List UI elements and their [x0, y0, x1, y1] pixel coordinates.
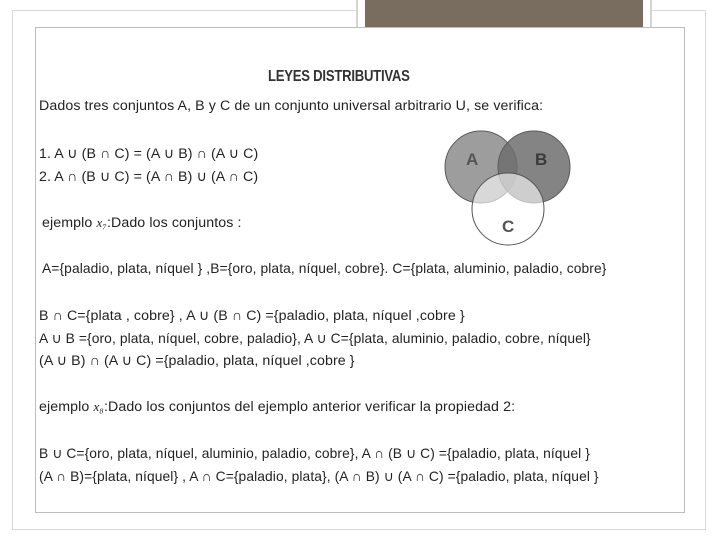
calc-line-3: (A ∪ B) ∩ (A ∪ C) ={paladio, plata, níquel ,cobre } [39, 353, 355, 369]
sets-definition: A={paladio, plata, níquel } ,B={oro, plata, níquel, cobre}. C={plata, aluminio, paladio, cobre} [42, 261, 607, 276]
venn-label-b: B [535, 150, 548, 169]
law-2: 2. A ∩ (B ∪ C) = (A ∩ B) ∪ (A ∩ C) [39, 169, 259, 185]
example-8-prefix: ejemplo [39, 399, 94, 415]
calc-line-4: B ∪ C={oro, plata, níquel, aluminio, paladio, cobre}, A ∩ (B ∪ C) ={paladio, plata, níquel } [39, 446, 590, 461]
example-7-var: x₇ [96, 215, 107, 230]
example-8 [39, 399, 515, 415]
venn-label-c: C [502, 217, 515, 236]
law-1: 1. A ∪ (B ∩ C) = (A ∪ B) ∩ (A ∪ C) [39, 146, 259, 162]
calc-line-2: A ∪ B ={oro, plata, níquel, cobre, paladio}, A ∪ C={plata, aluminio, paladio, cobre, níquel} [39, 331, 591, 346]
intro-text: Dados tres conjuntos A, B y C de un conjunto universal arbitrario U, se verifica: [39, 98, 544, 114]
calc-line-5: (A ∩ B)={plata, níquel} , A ∩ C={paladio, plata}, (A ∩ B) ∪ (A ∩ C) ={paladio, plata, níquel } [39, 469, 599, 484]
example-7-text: :Dado los conjuntos : [106, 215, 242, 231]
example-7 [42, 215, 242, 231]
slide-content [35, 27, 685, 513]
example-7-prefix: ejemplo [42, 215, 97, 231]
venn-diagram [443, 128, 589, 278]
page-title: LEYES DISTRIBUTIVAS [268, 68, 410, 85]
example-8-var: x₈ [93, 399, 104, 414]
venn-label-a: A [466, 150, 479, 169]
example-8-text: :Dado los conjuntos del ejemplo anterior verificar la propiedad 2: [103, 399, 516, 415]
calc-line-1: B ∩ C={plata , cobre} , A ∪ (B ∩ C) ={paladio, plata, níquel ,cobre } [39, 308, 465, 324]
